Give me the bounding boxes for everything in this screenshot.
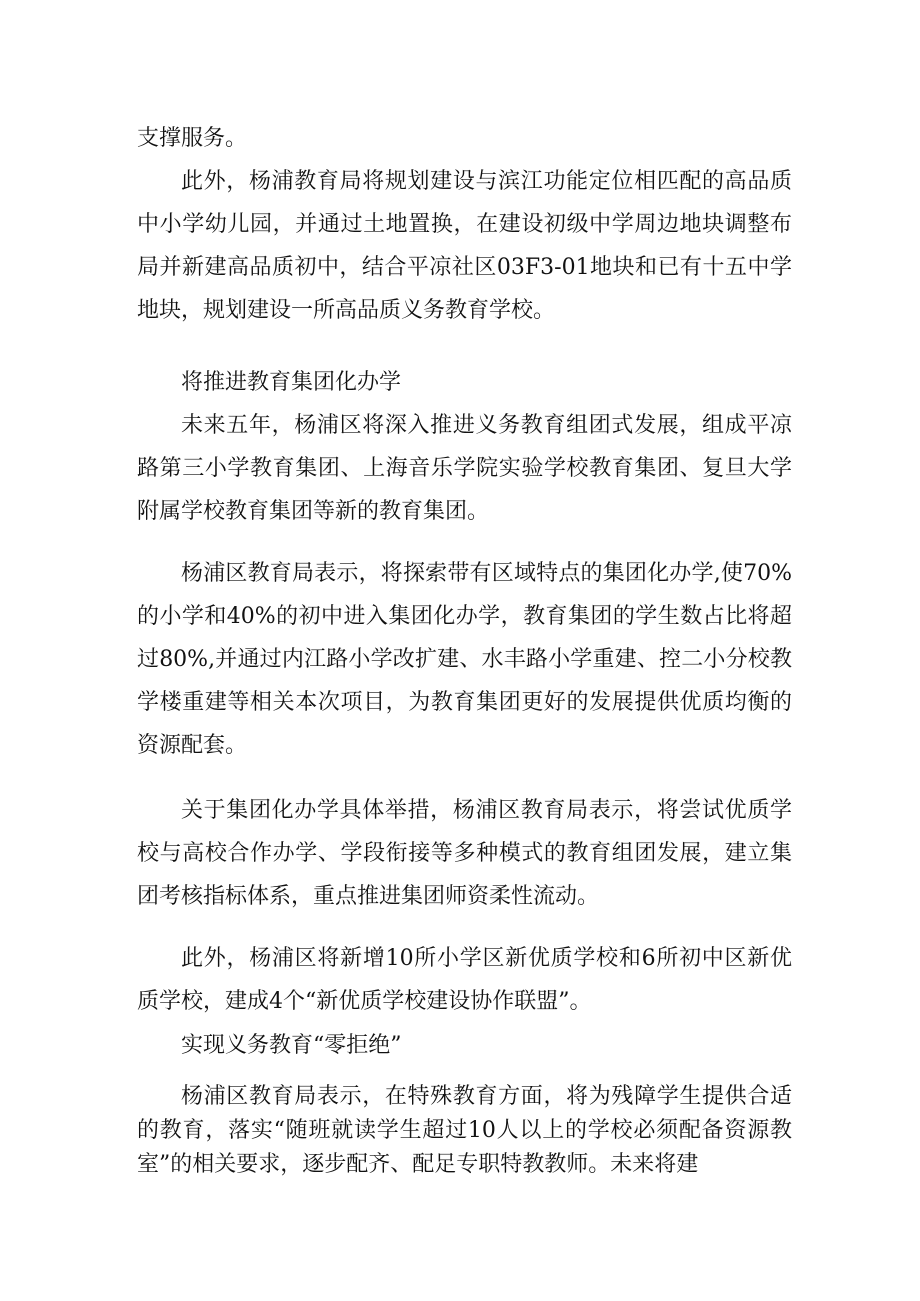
section-heading-group-schooling: 将推进教育集团化办学 (181, 370, 402, 395)
paragraph-group-measures: 关于集团化办学具体举措，杨浦区教育局表示，将尝试优质学校与高校合作办学、学段衔接等多种模式的教育组团发展，建立集团考核指标体系，重点推进集团师资柔性流动。 (137, 798, 792, 909)
section-heading-zero-rejection: 实现义务教育“零拒绝” (181, 1033, 402, 1058)
paragraph-five-year-plan: 未来五年，杨浦区将深入推进义务教育组团式发展，组成平凉路第三小学教育集团、上海音乐学院实验学校教育集团、复旦大学附属学校教育集团等新的教育集团。 (137, 413, 792, 524)
paragraph-continuation: 支撑服务。 (137, 126, 248, 151)
paragraph-binjiang-schools: 此外，杨浦教育局将规划建设与滨江功能定位相匹配的高品质中小学幼儿园，并通过土地置换，在建设初级中学周边地块调整布局并新建高品质初中，结合平凉社区03F3-01地块和已有十五中学地块，规划建设一所高品质义务教育学校。 (137, 169, 792, 323)
paragraph-group-schooling-targets: 杨浦区教育局表示，将探索带有区域特点的集团化办学,使70%的小学和40%的初中进入集团化办学，教育集团的学生数占比将超过80%,并通过内江路小学改扩建、水丰路小学重建、控二小分校教学楼重建等相关本次项目，为教育集团更好的发展提供优质均衡的资源配套。 (137, 561, 792, 758)
paragraph-special-education: 杨浦区教育局表示，在特殊教育方面，将为残障学生提供合适的教育，落实“随班就读学生超过10人以上的学校必须配备资源教室”的相关要求，逐步配齐、配足专职特教教师。未来将建 (137, 1084, 792, 1177)
paragraph-new-quality-schools: 此外，杨浦区将新增10所小学区新优质学校和6所初中区新优质学校，建成4个“新优质学校建设协作联盟”。 (137, 946, 792, 1014)
